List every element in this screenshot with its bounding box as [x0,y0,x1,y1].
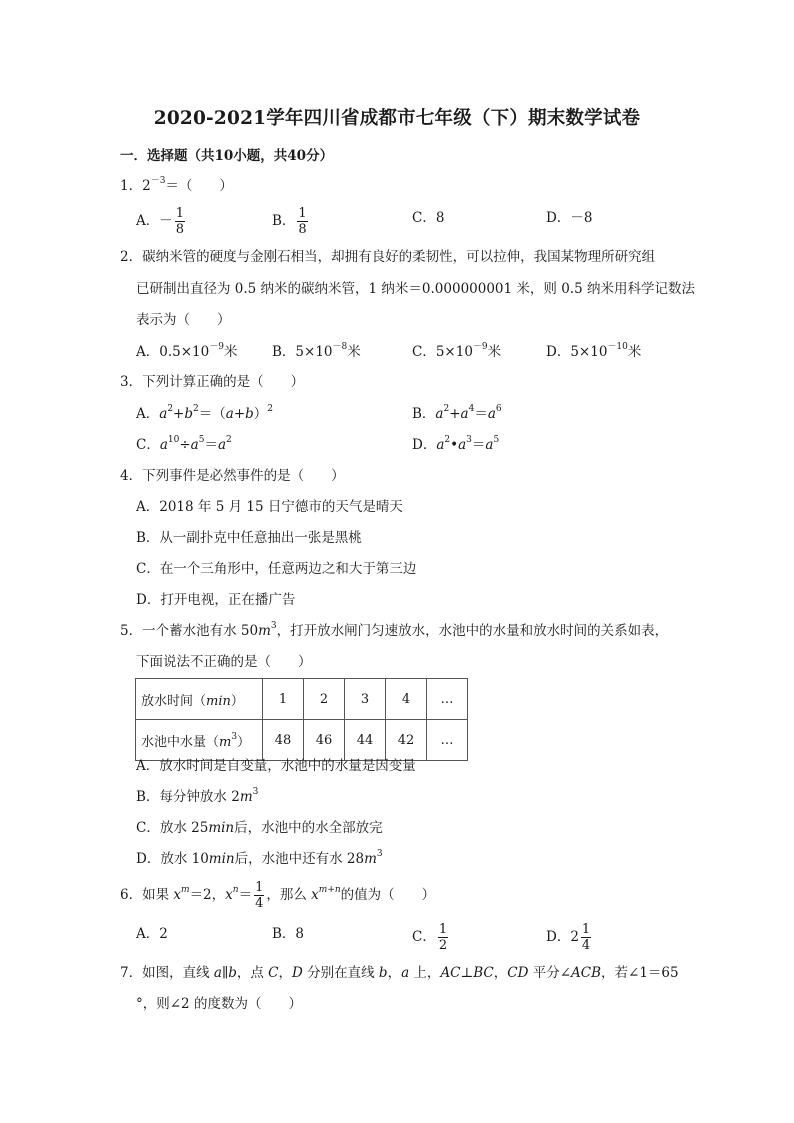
question-4-option-d: D．打开电视，正在播广告 [136,592,296,608]
table-cell: … [427,720,468,761]
question-2-option-d: D．$5\times 10^{-10}$米 [546,342,642,360]
question-4-option-a: A．2018 年 5 月 15 日宁德市的天气是晴天 [136,499,403,515]
question-1-option-b: B． $\frac{1}{8}$ [272,206,307,237]
question-2-option-a: A．$0.5\times 10^{-9}$米 [136,342,238,360]
question-5-option-b: B．每分钟放水 $2m^3$ [136,787,259,805]
fraction: $\frac{1}{8}$ [175,206,185,237]
fraction: $\frac{1}{4}$ [581,922,591,953]
question-2-line-1: 2．碳纳米管的硬度与金刚石相当，却拥有良好的柔韧性，可以拉伸，我国某物理所研究组 [120,249,656,265]
section-heading: 一．选择题（共10小题，共40分） [120,148,334,164]
question-7-line-2: °，则∠2 的度数为（ ） [136,996,302,1012]
question-3-stem: 3．下列计算正确的是（ ） [120,374,305,390]
question-5-option-a: A．放水时间是自变量，水池中的水量是因变量 [136,758,416,774]
question-1-option-a: A．－ $\frac{1}{8}$ [136,206,185,237]
table-cell: … [427,679,468,720]
question-3-option-c: C．$a^{10}\div a^5=a^2$ [136,435,232,453]
question-5-line-1: 5．一个蓄水池有水 $50m^3$，打开放水闸门匀速放水，水池中的水量和放水时间的关系如表， [120,621,669,639]
question-2-option-c: C．$5\times 10^{-9}$米 [412,342,502,360]
table-cell: 42 [386,720,427,761]
table-cell: 46 [304,720,345,761]
question-2-line-2: 已研制出直径为 0.5 纳米的碳纳米管，1 纳米＝0.000000001 米，则 0.5 纳米用科学记数法 [136,281,695,297]
question-6-stem: 6．如果 $x^m=2$，$x^n=$ $\frac{1}{4}$ ，那么 $x^{m+n}$的值为（ ） [120,880,436,911]
question-4-option-c: C．在一个三角形中，任意两边之和大于第三边 [136,561,417,577]
table-cell: 48 [263,720,304,761]
table-row-header: 水池中水量$(m^3)$ [136,720,263,761]
question-7-line-1: 7．如图，直线 a∥b，点 C，D 分别在直线 b，a 上，AC⊥BC，CD 平分∠ACB，若∠1＝65 [120,965,679,981]
table-row-header: 放水时间（min） [136,679,263,720]
question-1-option-c: C．8 [412,210,445,226]
question-4-option-b: B．从一副扑克中任意抽出一张是黑桃 [136,530,362,546]
question-3-option-a: A．$a^2+b^2=(a+b)^2$ [136,404,274,422]
table-cell: 3 [345,679,386,720]
question-5-option-c: C．放水 25min后，水池中的水全部放完 [136,820,383,836]
exam-title: 2020-2021学年四川省成都市七年级（下）期末数学试卷 [153,108,641,129]
table-cell: 2 [304,679,345,720]
question-5-line-2: 下面说法不正确的是（ ） [136,654,312,670]
table-cell: 4 [386,679,427,720]
table-cell: 44 [345,720,386,761]
fraction: $\frac{1}{8}$ [298,206,307,237]
question-2-line-3: 表示为（ ） [136,312,231,328]
fraction: $\frac{1}{4}$ [255,880,264,911]
table-cell: 1 [263,679,304,720]
question-3-option-b: B．$a^2+a^4=a^6$ [412,404,502,422]
question-5-table [135,678,468,761]
question-1-option-d: D．－8 [546,210,593,226]
question-6-option-a: A．2 [136,926,168,942]
question-1-stem: 1．$2^{-3}=$（ ） [120,176,233,194]
fraction: $\frac{1}{2}$ [438,922,448,953]
question-6-option-c: C． $\frac{1}{2}$ [412,922,448,953]
table-row [136,679,468,720]
question-5-option-d: D．放水 10min后，水池中还有水 $28m^3$ [136,849,383,867]
question-6-option-b: B．8 [272,926,305,942]
question-3-option-d: D．$a^2•a^3=a^5$ [412,435,500,453]
question-4-stem: 4．下列事件是必然事件的是（ ） [120,468,345,484]
question-6-option-d: D．2 $\frac{1}{4}$ [546,922,591,953]
question-2-option-b: B．$5\times 10^{-8}$米 [272,342,361,360]
